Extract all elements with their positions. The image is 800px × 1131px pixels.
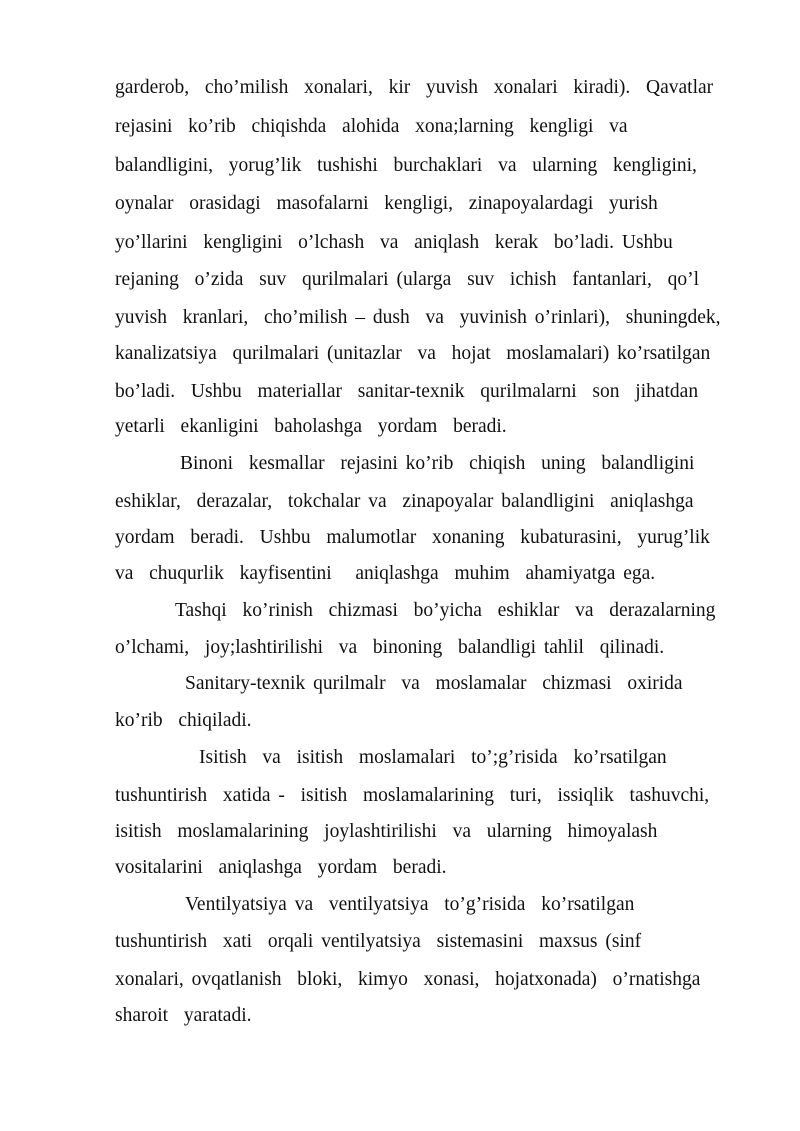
text-line: oynalar orasidagi masofalarni kengligi, zinapoyalardagi yurish <box>115 193 658 214</box>
text-line: xonalari, ovqatlanish bloki, kimyo xonasi, hojatxonada) o’rnatishga <box>115 969 701 990</box>
text-line: Ventilyatsiya va ventilyatsiya to’g’risida ko’rsatilgan <box>185 894 635 915</box>
text-line: tushuntirish xatida - isitish moslamalarining turi, issiqlik tashuvchi, <box>115 785 710 806</box>
text-line: Binoni kesmallar rejasini ko’rib chiqish uning balandligini <box>180 453 695 474</box>
text-line: bo’ladi. Ushbu materiallar sanitar-texnik qurilmalarni son jihatdan <box>115 381 699 402</box>
text-line: isitish moslamalarining joylashtirilishi va ularning himoyalash <box>115 821 658 842</box>
text-line: va chuqurlik kayfisentini aniqlashga muhim ahamiyatga ega. <box>115 563 656 584</box>
text-line: yordam beradi. Ushbu malumotlar xonaning kubaturasini, yurug’lik <box>115 527 710 548</box>
text-line: rejaning o’zida suv qurilmalari (ularga suv ichish fantanlari, qo’l <box>115 269 699 290</box>
text-line: garderob, cho’milish xonalari, kir yuvish xonalari kiradi). Qavatlar <box>115 77 714 98</box>
text-line: kanalizatsiya qurilmalari (unitazlar va hojat moslamalari) ko’rsatilgan <box>115 343 711 364</box>
text-line: o’lchami, joy;lashtirilishi va binoning balandligi tahlil qilinadi. <box>115 637 665 658</box>
text-line: rejasini ko’rib chiqishda alohida xona;larning kengligi va <box>115 116 628 137</box>
text-line: tushuntirish xati orqali ventilyatsiya sistemasini maxsus (sinf <box>115 931 642 952</box>
text-line: yuvish kranlari, cho’milish – dush va yuvinish o’rinlari), shuningdek, <box>115 307 721 328</box>
text-line: Sanitary-texnik qurilmalr va moslamalar chizmasi oxirida <box>185 673 683 694</box>
text-line: sharoit yaratadi. <box>115 1005 252 1026</box>
text-line: ko’rib chiqiladi. <box>115 710 252 731</box>
text-line: vositalarini aniqlashga yordam beradi. <box>115 857 447 878</box>
text-line: yo’llarini kengligini o’lchash va aniqlash kerak bo’ladi. Ushbu <box>115 232 673 253</box>
text-line: Isitish va isitish moslamalari to’;g’risida ko’rsatilgan <box>199 747 667 768</box>
text-line: eshiklar, derazalar, tokchalar va zinapoyalar balandligini aniqlashga <box>115 491 694 512</box>
text-line: Tashqi ko’rinish chizmasi bo’yicha eshiklar va derazalarning <box>175 600 716 621</box>
text-line: balandligini, yorug’lik tushishi burchaklari va ularning kengligini, <box>115 155 697 176</box>
text-line: yetarli ekanligini baholashga yordam beradi. <box>115 416 507 437</box>
